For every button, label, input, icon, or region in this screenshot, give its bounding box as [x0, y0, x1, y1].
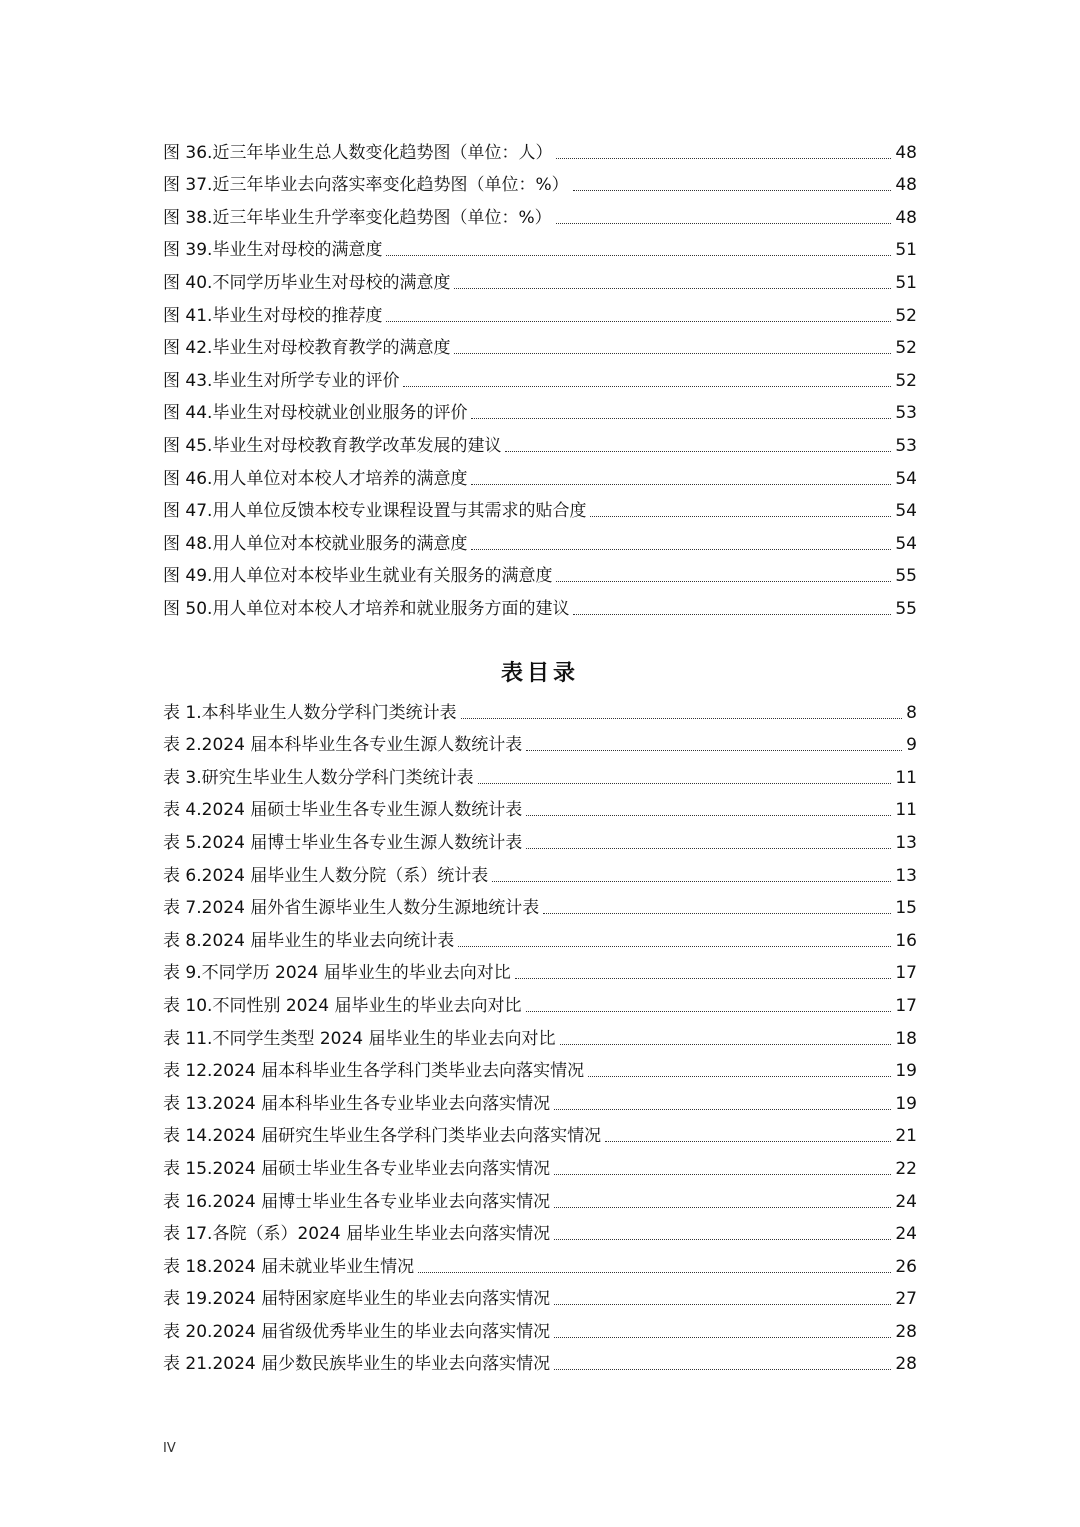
toc-entry-page: 51: [895, 240, 917, 261]
toc-entry-label: 图 39.毕业生对母校的满意度: [163, 240, 383, 261]
dot-leader: [454, 353, 891, 354]
toc-entry-page: 26: [895, 1256, 917, 1277]
toc-entry-label: 表 16.2024 届博士毕业生各专业毕业去向落实情况: [163, 1191, 551, 1212]
toc-entry-label: 表 6.2024 届毕业生人数分院（系）统计表: [163, 865, 489, 886]
dot-leader: [590, 516, 891, 517]
toc-entry-page: 16: [895, 930, 917, 951]
toc-entry-label: 图 37.近三年毕业去向落实率变化趋势图（单位：%）: [163, 175, 569, 196]
toc-entry-label: 表 2.2024 届本科毕业生各专业生源人数统计表: [163, 735, 523, 756]
dot-leader: [403, 386, 891, 387]
toc-entry-page: 19: [895, 1061, 917, 1082]
figure-entry[interactable]: [163, 393, 917, 426]
figure-entry[interactable]: [163, 360, 917, 393]
table-entry[interactable]: [163, 888, 917, 921]
toc-entry-label: 表 13.2024 届本科毕业生各专业毕业去向落实情况: [163, 1093, 551, 1114]
toc-entry-page: 11: [895, 800, 917, 821]
dot-leader: [588, 1076, 891, 1077]
toc-entry-label: 图 50.用人单位对本校人才培养和就业服务方面的建议: [163, 598, 570, 619]
table-entry[interactable]: [163, 985, 917, 1018]
dot-leader: [478, 783, 892, 784]
toc-entry-label: 表 4.2024 届硕士毕业生各专业生源人数统计表: [163, 800, 523, 821]
toc-entry-label: 图 36.近三年毕业生总人数变化趋势图（单位：人）: [163, 142, 553, 163]
dot-leader: [515, 978, 892, 979]
dot-leader: [526, 848, 891, 849]
toc-entry-page: 24: [895, 1191, 917, 1212]
toc-entry-label: 表 7.2024 届外省生源毕业生人数分生源地统计表: [163, 898, 540, 919]
toc-entry-label: 图 41.毕业生对母校的推荐度: [163, 305, 383, 326]
dot-leader: [554, 1304, 891, 1305]
toc-entry-label: 表 5.2024 届博士毕业生各专业生源人数统计表: [163, 832, 523, 853]
table-entry[interactable]: [163, 822, 917, 855]
dot-leader: [605, 1141, 891, 1142]
dot-leader: [526, 815, 891, 816]
toc-entry-page: 8: [906, 702, 917, 723]
table-entry[interactable]: [163, 953, 917, 986]
toc-entry-page: 11: [895, 767, 917, 788]
dot-leader: [556, 581, 891, 582]
toc-entry-page: 9: [906, 735, 917, 756]
table-entry[interactable]: [163, 692, 917, 725]
figure-entry[interactable]: [163, 556, 917, 589]
figure-entry[interactable]: [163, 425, 917, 458]
dot-leader: [471, 549, 891, 550]
figure-entry[interactable]: [163, 328, 917, 361]
toc-entry-page: 27: [895, 1289, 917, 1310]
figure-entry[interactable]: [163, 230, 917, 263]
toc-entry-label: 图 42.毕业生对母校教育教学的满意度: [163, 338, 451, 359]
dot-leader: [386, 321, 891, 322]
toc-entry-label: 图 49.用人单位对本校毕业生就业有关服务的满意度: [163, 566, 553, 587]
table-entry[interactable]: [163, 1344, 917, 1377]
toc-entry-label: 表 15.2024 届硕士毕业生各专业毕业去向落实情况: [163, 1158, 551, 1179]
toc-entry-label: 图 45.毕业生对母校教育教学改革发展的建议: [163, 435, 502, 456]
toc-entry-label: 图 38.近三年毕业生升学率变化趋势图（单位：%）: [163, 207, 552, 228]
toc-entry-label: 表 11.不同学生类型 2024 届毕业生的毕业去向对比: [163, 1028, 556, 1049]
toc-entry-page: 18: [895, 1028, 917, 1049]
dot-leader: [554, 1207, 891, 1208]
dot-leader: [471, 418, 891, 419]
dot-leader: [554, 1369, 891, 1370]
dot-leader: [554, 1174, 891, 1175]
dot-leader: [471, 484, 891, 485]
toc-entry-label: 表 8.2024 届毕业生的毕业去向统计表: [163, 930, 455, 951]
toc-entry-page: 19: [895, 1093, 917, 1114]
toc-entry-page: 55: [895, 566, 917, 587]
toc-entry-label: 表 18.2024 届未就业毕业生情况: [163, 1256, 415, 1277]
toc-entry-label: 表 14.2024 届研究生毕业生各学科门类毕业去向落实情况: [163, 1126, 602, 1147]
toc-entry-label: 表 1.本科毕业生人数分学科门类统计表: [163, 702, 457, 723]
toc-entry-page: 51: [895, 272, 917, 293]
figure-list: [163, 132, 917, 621]
dot-leader: [554, 1337, 891, 1338]
toc-entry-page: 53: [895, 403, 917, 424]
table-entry[interactable]: [163, 1148, 917, 1181]
toc-entry-page: 48: [895, 175, 917, 196]
toc-entry-page: 54: [895, 533, 917, 554]
toc-entry-label: 图 46.用人单位对本校人才培养的满意度: [163, 468, 468, 489]
figure-entry[interactable]: [163, 262, 917, 295]
dot-leader: [492, 881, 891, 882]
toc-entry-label: 表 9.不同学历 2024 届毕业生的毕业去向对比: [163, 963, 511, 984]
dot-leader: [418, 1272, 891, 1273]
page-number: IV: [163, 1441, 176, 1456]
table-entry[interactable]: [163, 1051, 917, 1084]
toc-entry-page: 52: [895, 370, 917, 391]
figure-entry[interactable]: [163, 491, 917, 524]
dot-leader: [505, 451, 891, 452]
figure-entry[interactable]: [163, 132, 917, 165]
table-entry[interactable]: [163, 1311, 917, 1344]
toc-entry-page: 52: [895, 305, 917, 326]
table-entry[interactable]: [163, 1214, 917, 1247]
table-entry[interactable]: [163, 855, 917, 888]
table-entry[interactable]: [163, 757, 917, 790]
toc-entry-label: 图 44.毕业生对母校就业创业服务的评价: [163, 403, 468, 424]
table-entry[interactable]: [163, 1279, 917, 1312]
figure-entry[interactable]: [163, 165, 917, 198]
dot-leader: [454, 288, 891, 289]
toc-entry-page: 48: [895, 142, 917, 163]
dot-leader: [386, 255, 891, 256]
table-entry[interactable]: [163, 1083, 917, 1116]
table-entry[interactable]: [163, 1018, 917, 1051]
dot-leader: [573, 190, 892, 191]
toc-entry-page: 15: [895, 898, 917, 919]
figure-entry[interactable]: [163, 523, 917, 556]
dot-leader: [573, 614, 891, 615]
toc-entry-page: 28: [895, 1354, 917, 1375]
toc-entry-label: 表 10.不同性别 2024 届毕业生的毕业去向对比: [163, 995, 522, 1016]
toc-entry-page: 22: [895, 1158, 917, 1179]
dot-leader: [554, 1239, 891, 1240]
table-entry[interactable]: [163, 790, 917, 823]
toc-entry-label: 图 48.用人单位对本校就业服务的满意度: [163, 533, 468, 554]
dot-leader: [526, 1011, 892, 1012]
toc-entry-page: 54: [895, 501, 917, 522]
toc-entry-label: 表 21.2024 届少数民族毕业生的毕业去向落实情况: [163, 1354, 551, 1375]
table-entry[interactable]: [163, 1181, 917, 1214]
table-entry[interactable]: [163, 1116, 917, 1149]
table-entry[interactable]: [163, 725, 917, 758]
toc-entry-label: 图 43.毕业生对所学专业的评价: [163, 370, 400, 391]
toc-entry-page: 48: [895, 207, 917, 228]
figure-entry[interactable]: [163, 197, 917, 230]
toc-entry-label: 图 47.用人单位反馈本校专业课程设置与其需求的贴合度: [163, 501, 587, 522]
figure-entry[interactable]: [163, 588, 917, 621]
toc-entry-page: 28: [895, 1321, 917, 1342]
toc-entry-page: 52: [895, 338, 917, 359]
toc-entry-page: 24: [895, 1224, 917, 1245]
dot-leader: [526, 750, 902, 751]
dot-leader: [554, 1109, 891, 1110]
toc-entry-page: 21: [895, 1126, 917, 1147]
table-entry[interactable]: [163, 920, 917, 953]
toc-entry-label: 图 40.不同学历毕业生对母校的满意度: [163, 272, 451, 293]
figure-entry[interactable]: [163, 458, 917, 491]
toc-entry-label: 表 12.2024 届本科毕业生各学科门类毕业去向落实情况: [163, 1061, 585, 1082]
toc-entry-label: 表 3.研究生毕业生人数分学科门类统计表: [163, 767, 474, 788]
dot-leader: [458, 946, 891, 947]
toc-entry-page: 13: [895, 865, 917, 886]
toc-entry-page: 17: [895, 995, 917, 1016]
dot-leader: [556, 158, 891, 159]
table-entry[interactable]: [163, 1246, 917, 1279]
toc-entry-label: 表 19.2024 届特困家庭毕业生的毕业去向落实情况: [163, 1289, 551, 1310]
dot-leader: [461, 718, 903, 719]
figure-entry[interactable]: [163, 295, 917, 328]
toc-entry-label: 表 17.各院（系）2024 届毕业生毕业去向落实情况: [163, 1224, 551, 1245]
table-list-title: 表目录: [500, 660, 579, 686]
toc-entry-page: 13: [895, 832, 917, 853]
toc-entry-label: 表 20.2024 届省级优秀毕业生的毕业去向落实情况: [163, 1321, 551, 1342]
dot-leader: [560, 1044, 892, 1045]
toc-entry-page: 17: [895, 963, 917, 984]
table-list: [163, 692, 917, 1376]
dot-leader: [556, 223, 892, 224]
toc-entry-page: 54: [895, 468, 917, 489]
toc-entry-page: 53: [895, 435, 917, 456]
toc-entry-page: 55: [895, 598, 917, 619]
dot-leader: [543, 913, 891, 914]
